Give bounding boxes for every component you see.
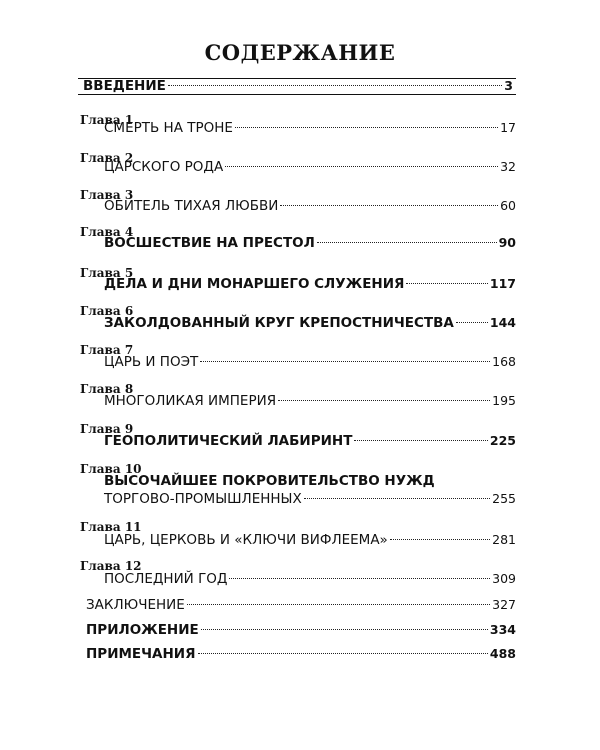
- toc-entry-label: ВВЕДЕНИЕ: [83, 78, 166, 94]
- chapter-number: Глава 9: [80, 422, 134, 436]
- chapter-number: Глава 2: [80, 151, 134, 165]
- chapter-number: Глава 8: [80, 382, 134, 396]
- chapter-number: Глава 11: [80, 520, 142, 534]
- leader-dots: [280, 205, 498, 206]
- leader-dots: [198, 653, 488, 654]
- toc-entry-page: 255: [492, 491, 516, 506]
- toc-entry-chapter[interactable]: [104, 233, 516, 253]
- toc-entry-page: 168: [492, 354, 516, 369]
- toc-entry-chapter[interactable]: [104, 569, 516, 589]
- toc-entry-page: 334: [489, 622, 516, 637]
- toc-entry-chapter[interactable]: [104, 391, 516, 411]
- toc-entry-page: 32: [500, 159, 516, 174]
- toc-entry-label: ТОРГОВО-ПРОМЫШЛЕННЫХ: [104, 491, 302, 507]
- toc-entry-label: ПРИЛОЖЕНИЕ: [86, 622, 199, 638]
- toc-entry-chapter[interactable]: [104, 530, 516, 550]
- chapter-number: Глава 10: [80, 462, 142, 476]
- chapter-number: Глава 4: [80, 225, 134, 239]
- toc-entry-chapter[interactable]: [104, 118, 516, 138]
- page-title: СОДЕРЖАНИЕ: [204, 40, 396, 65]
- leader-dots: [225, 166, 498, 167]
- toc-entry-page: 195: [492, 393, 516, 408]
- toc-entry-page: 17: [500, 120, 516, 135]
- toc-entry-label: МНОГОЛИКАЯ ИМПЕРИЯ: [104, 393, 277, 409]
- leader-dots: [354, 440, 487, 441]
- toc-entry-label: ДЕЛА И ДНИ МОНАРШЕГО СЛУЖЕНИЯ: [104, 276, 405, 292]
- leader-dots: [200, 361, 490, 362]
- toc-entry-page: 60: [500, 198, 516, 213]
- toc-entry-chapter-line1[interactable]: [104, 471, 516, 491]
- leader-dots: [235, 127, 498, 128]
- toc-entry-page: 3: [504, 78, 513, 93]
- chapter-number: Глава 7: [80, 343, 134, 357]
- toc-entry-notes[interactable]: [86, 644, 516, 664]
- leader-dots: [390, 539, 490, 540]
- toc-entry-label: ЦАРСКОГО РОДА: [104, 159, 224, 175]
- toc-entry-label: СМЕРТЬ НА ТРОНЕ: [104, 120, 233, 136]
- chapter-number: Глава 3: [80, 188, 134, 202]
- toc-entry-label: ГЕОПОЛИТИЧЕСКИЙ ЛАБИРИНТ: [104, 433, 353, 449]
- toc-entry-label: ЦАРЬ И ПОЭТ: [104, 354, 199, 370]
- toc-entry-intro[interactable]: [83, 76, 513, 96]
- toc-entry-chapter[interactable]: [104, 274, 516, 294]
- chapter-number: Глава 1: [80, 113, 134, 127]
- leader-dots: [278, 400, 490, 401]
- toc-entry-page: 225: [489, 433, 516, 448]
- chapter-number: Глава 6: [80, 304, 134, 318]
- leader-dots: [187, 604, 490, 605]
- leader-dots: [304, 498, 490, 499]
- toc-entry-label: ЗАКОЛДОВАННЫЙ КРУГ КРЕПОСТНИЧЕСТВА: [104, 315, 454, 331]
- toc-entry-label: ВОСШЕСТВИЕ НА ПРЕСТОЛ: [104, 235, 315, 251]
- toc-entry-page: 90: [498, 235, 516, 250]
- toc-entry-chapter[interactable]: [104, 196, 516, 216]
- toc-entry-chapter[interactable]: [104, 352, 516, 372]
- toc-entry-conclusion[interactable]: [86, 595, 516, 615]
- leader-dots: [229, 578, 490, 579]
- chapter-number: Глава 5: [80, 266, 134, 280]
- toc-entry-chapter[interactable]: [104, 431, 516, 451]
- toc-entry-chapter[interactable]: [104, 313, 516, 333]
- toc-entry-label: ЗАКЛЮЧЕНИЕ: [86, 597, 185, 613]
- chapter-number: Глава 12: [80, 559, 142, 573]
- toc-entry-label: ВЫСОЧАЙШЕЕ ПОКРОВИТЕЛЬСТВО НУЖД: [104, 473, 435, 489]
- toc-entry-page: 117: [489, 276, 516, 291]
- leader-dots: [317, 242, 497, 243]
- toc-entry-page: 327: [492, 597, 516, 612]
- leader-dots: [201, 629, 488, 630]
- toc-entry-page: 309: [492, 571, 516, 586]
- toc-entry-chapter[interactable]: [104, 157, 516, 177]
- leader-dots: [406, 283, 487, 284]
- toc-entry-page: 488: [489, 646, 516, 661]
- toc-entry-label: ПОСЛЕДНИЙ ГОД: [104, 571, 228, 587]
- toc-entry-label: ЦАРЬ, ЦЕРКОВЬ И «КЛЮЧИ ВИФЛЕЕМА»: [104, 532, 388, 548]
- toc-entry-page: 144: [489, 315, 516, 330]
- toc-entry-label: ОБИТЕЛЬ ТИХАЯ ЛЮБВИ: [104, 198, 279, 214]
- toc-entry-appendix[interactable]: [86, 620, 516, 640]
- leader-dots: [168, 85, 502, 86]
- toc-entry-page: 281: [492, 532, 516, 547]
- toc-entry-chapter[interactable]: [104, 489, 516, 509]
- toc-entry-label: ПРИМЕЧАНИЯ: [86, 646, 196, 662]
- leader-dots: [456, 322, 488, 323]
